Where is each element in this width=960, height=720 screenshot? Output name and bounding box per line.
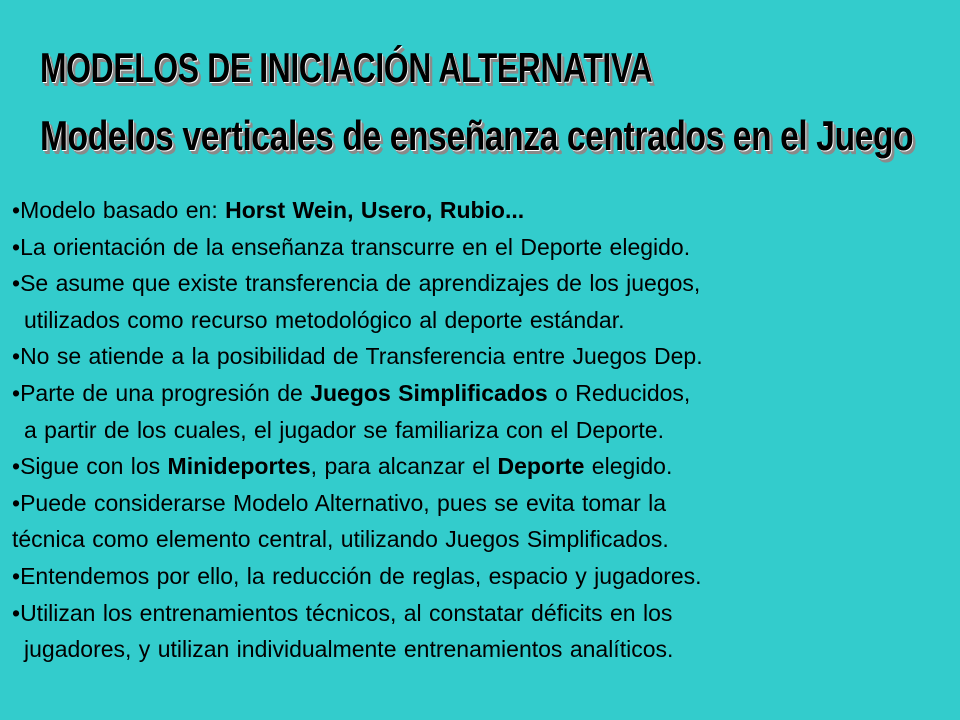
bullet-marker: • [12, 379, 21, 406]
line-text: , para alcanzar el [310, 453, 498, 480]
bullet-item [12, 595, 960, 632]
emphasized-text: Juegos Simplificados [310, 379, 548, 406]
line-text: técnica como elemento central, utilizando Juegos Simplificados. [12, 526, 669, 553]
bullet-marker: • [12, 233, 21, 260]
bullet-marker: • [12, 453, 21, 480]
bullet-item [12, 558, 960, 595]
line-text: a partir de los cuales, el jugador se familiariza con el Deporte. [24, 416, 664, 443]
line-text: Modelo basado en: [20, 197, 226, 223]
bullet-continuation [12, 521, 960, 558]
slide-title: MODELOS DE INICIACIÓN ALTERNATIVA [40, 44, 653, 91]
bullet-item [12, 375, 960, 412]
line-text: jugadores, y utilizan individualmente entrenamientos analíticos. [24, 636, 674, 663]
bullet-item [12, 448, 960, 485]
bullet-marker: • [12, 599, 21, 626]
bullet-item [12, 229, 960, 266]
line-text: Utilizan los entrenamientos técnicos, al constatar déficits en los [20, 599, 673, 626]
line-text: No se atiende a la posibilidad de Transferencia entre Juegos Dep. [20, 343, 703, 370]
line-text: Parte de una progresión de [20, 379, 311, 406]
bullet-item [12, 338, 960, 375]
line-text: La orientación de la enseñanza transcurre en el Deporte elegido. [20, 233, 691, 260]
emphasized-text: Deporte [497, 453, 585, 480]
bullet-continuation [12, 302, 960, 339]
line-text: Entendemos por ello, la reducción de reglas, espacio y jugadores. [20, 562, 702, 589]
bullet-marker: • [12, 489, 21, 516]
bullet-marker: • [12, 197, 21, 223]
line-text: elegido. [584, 453, 673, 480]
bullet-marker: • [12, 343, 21, 370]
emphasized-text: Horst Wein, Usero, Rubio... [225, 197, 525, 223]
slide-subtitle: Modelos verticales de enseñanza centrados en el Juego [40, 112, 914, 159]
bullet-continuation [12, 631, 960, 668]
line-text: o Reducidos, [547, 379, 691, 406]
bullet-marker: • [12, 270, 21, 297]
bullet-item [12, 265, 960, 302]
bullet-item [12, 192, 960, 229]
bullet-item [12, 485, 960, 522]
bullet-continuation [12, 412, 960, 449]
emphasized-text: Minideportes [167, 453, 311, 480]
line-text: Puede considerarse Modelo Alternativo, pues se evita tomar la [20, 489, 667, 516]
line-text: Sigue con los [20, 453, 168, 480]
bullet-list [12, 192, 960, 668]
line-text: Se asume que existe transferencia de aprendizajes de los juegos, [20, 270, 701, 297]
line-text: utilizados como recurso metodológico al deporte estándar. [24, 306, 625, 333]
bullet-marker: • [12, 562, 21, 589]
